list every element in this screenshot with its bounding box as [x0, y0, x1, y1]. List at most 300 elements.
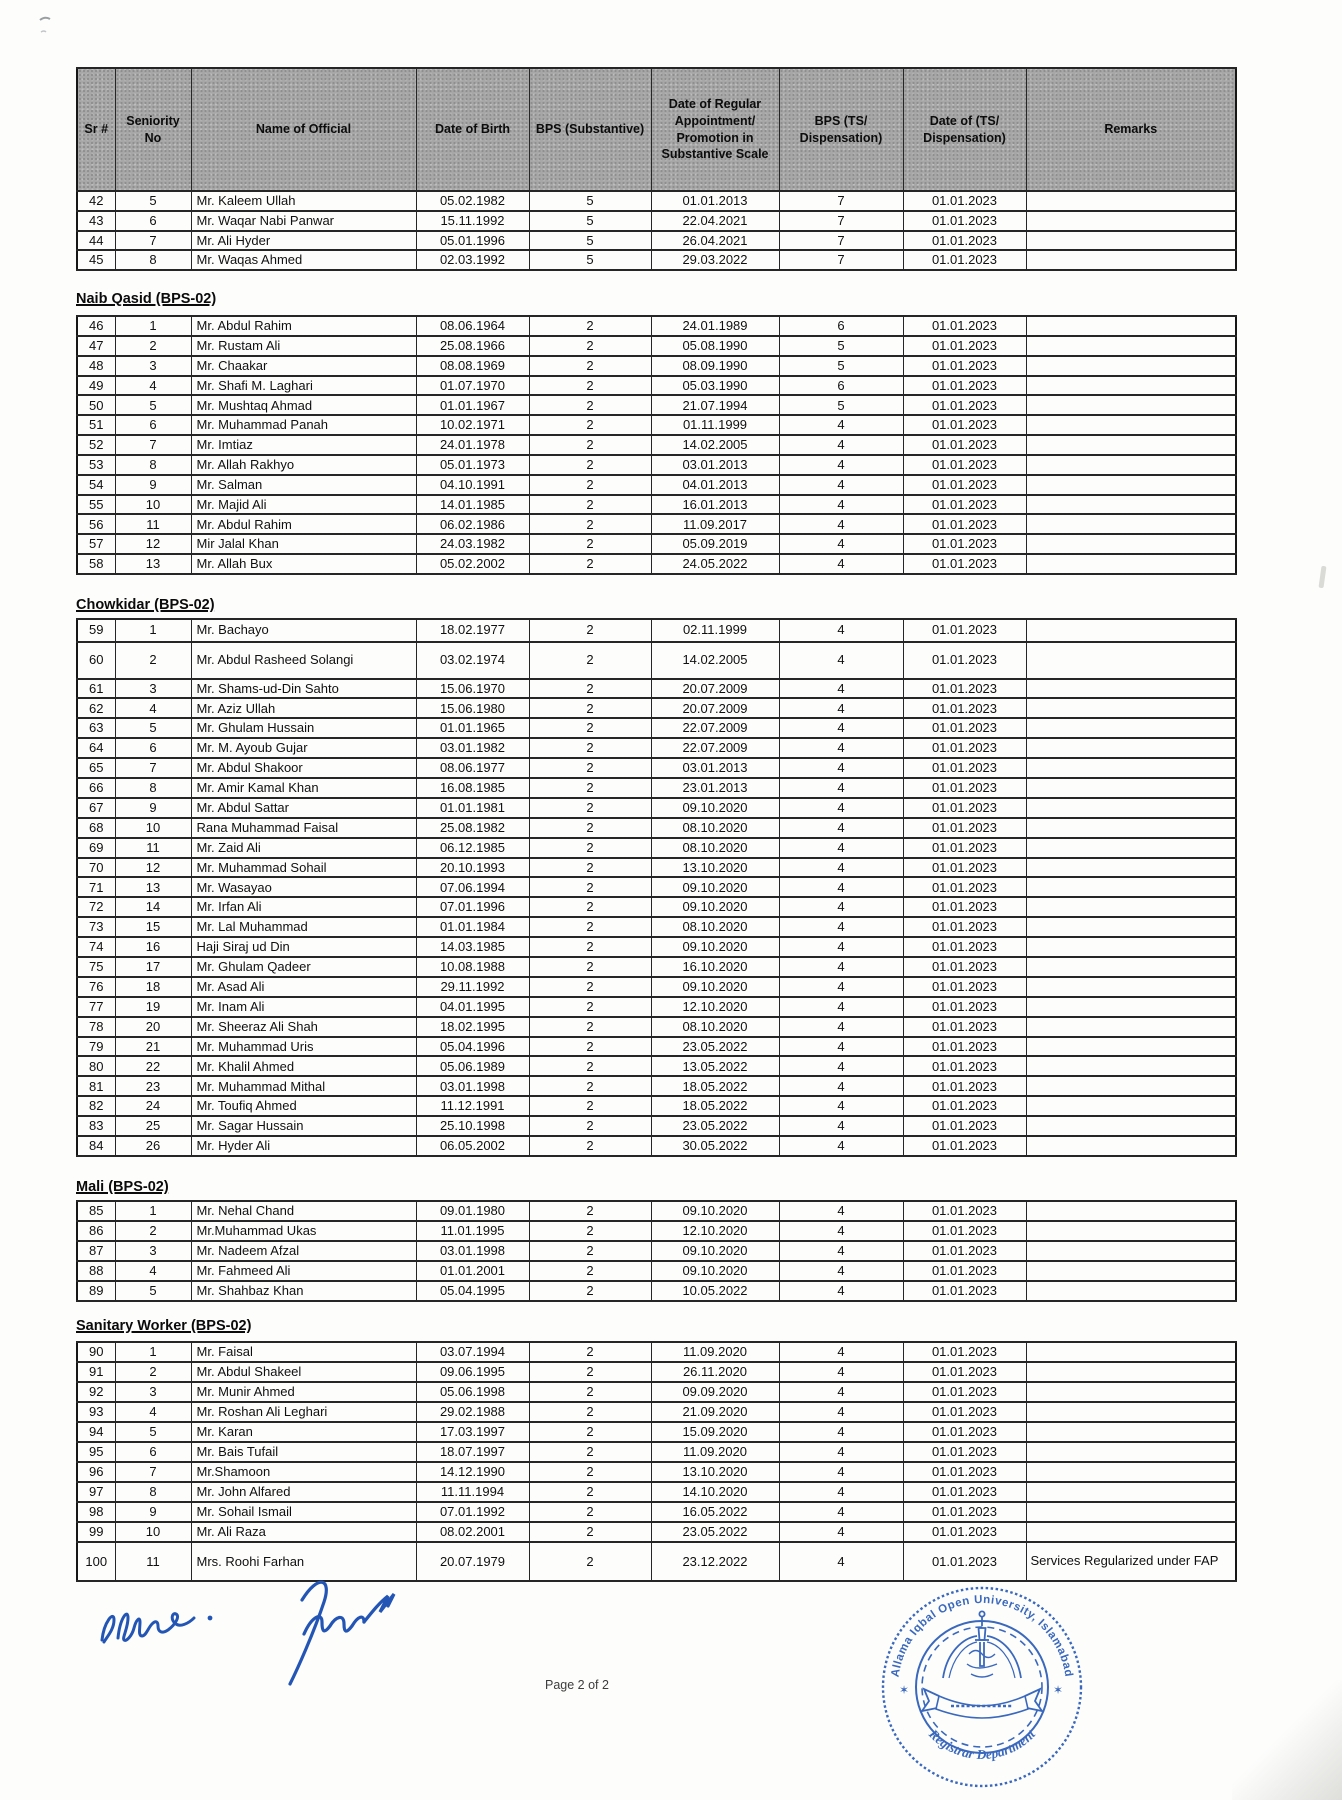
bps-substantive-cell: 5 — [529, 211, 651, 231]
dob-cell: 11.12.1991 — [416, 1096, 529, 1116]
name-cell: Mr. Abdul Sattar — [191, 798, 416, 818]
date-regular-appointment-cell: 09.10.2020 — [651, 1261, 779, 1281]
date-ts-cell: 01.01.2023 — [903, 1482, 1026, 1502]
seniority-cell: 5 — [115, 395, 191, 415]
remarks-cell — [1026, 435, 1236, 455]
date-regular-appointment-cell: 13.05.2022 — [651, 1056, 779, 1076]
remarks-cell — [1026, 1281, 1236, 1301]
university-stamp — [877, 1582, 1087, 1792]
date-ts-cell: 01.01.2023 — [903, 1076, 1026, 1096]
table-section-0 — [76, 67, 1235, 271]
seniority-cell: 8 — [115, 455, 191, 475]
seniority-table-4 — [76, 1341, 1237, 1582]
remarks-cell — [1026, 211, 1236, 231]
remarks-cell — [1026, 1076, 1236, 1096]
seniority-cell: 1 — [115, 1342, 191, 1362]
bps-ts-cell: 4 — [779, 957, 903, 977]
date-regular-appointment-cell: 23.05.2022 — [651, 1116, 779, 1136]
seniority-cell: 7 — [115, 758, 191, 778]
bps-ts-cell: 4 — [779, 1522, 903, 1542]
date-regular-appointment-cell: 23.05.2022 — [651, 1522, 779, 1542]
seniority-cell: 14 — [115, 897, 191, 917]
table-row — [77, 1221, 1236, 1241]
table-row — [77, 554, 1236, 574]
sr-cell: 51 — [77, 415, 115, 435]
name-cell: Mr. Chaakar — [191, 356, 416, 376]
seniority-cell: 23 — [115, 1076, 191, 1096]
remarks-cell — [1026, 534, 1236, 554]
name-cell: Mr. Ghulam Qadeer — [191, 957, 416, 977]
bps-substantive-cell: 2 — [529, 376, 651, 396]
bps-substantive-cell: 2 — [529, 356, 651, 376]
bps-ts-cell: 4 — [779, 877, 903, 897]
sr-cell: 42 — [77, 191, 115, 211]
name-cell: Mr. Muhammad Mithal — [191, 1076, 416, 1096]
bps-substantive-cell: 2 — [529, 1362, 651, 1382]
sr-cell: 53 — [77, 455, 115, 475]
seniority-cell: 2 — [115, 1362, 191, 1382]
remarks-cell — [1026, 619, 1236, 642]
date-ts-cell: 01.01.2023 — [903, 534, 1026, 554]
dob-cell: 07.01.1996 — [416, 897, 529, 917]
bps-substantive-cell: 2 — [529, 1096, 651, 1116]
sr-cell: 68 — [77, 818, 115, 838]
bps-ts-cell: 4 — [779, 1116, 903, 1136]
dob-cell: 11.01.1995 — [416, 1221, 529, 1241]
date-regular-appointment-cell: 14.02.2005 — [651, 435, 779, 455]
scan-mark — [34, 14, 58, 40]
bps-ts-cell: 5 — [779, 395, 903, 415]
date-regular-appointment-cell: 22.07.2009 — [651, 738, 779, 758]
table-row — [77, 415, 1236, 435]
seniority-cell: 1 — [115, 1201, 191, 1221]
seniority-cell: 9 — [115, 475, 191, 495]
seniority-cell: 9 — [115, 1502, 191, 1522]
date-ts-cell: 01.01.2023 — [903, 957, 1026, 977]
table-row — [77, 937, 1236, 957]
date-regular-appointment-cell: 08.10.2020 — [651, 917, 779, 937]
date-ts-cell: 01.01.2023 — [903, 415, 1026, 435]
dob-cell: 20.07.1979 — [416, 1542, 529, 1581]
name-cell: Mr.Muhammad Ukas — [191, 1221, 416, 1241]
date-ts-cell: 01.01.2023 — [903, 395, 1026, 415]
table-row — [77, 1422, 1236, 1442]
bps-ts-cell: 4 — [779, 475, 903, 495]
remarks-cell — [1026, 1522, 1236, 1542]
seniority-cell: 10 — [115, 818, 191, 838]
remarks-cell — [1026, 1502, 1236, 1522]
date-ts-cell: 01.01.2023 — [903, 937, 1026, 957]
date-ts-cell: 01.01.2023 — [903, 917, 1026, 937]
table-row — [77, 642, 1236, 679]
name-cell: Mr. Waqas Ahmed — [191, 250, 416, 270]
bps-ts-cell: 7 — [779, 250, 903, 270]
bps-ts-cell: 4 — [779, 495, 903, 515]
bps-substantive-cell: 2 — [529, 957, 651, 977]
bps-ts-cell: 4 — [779, 1201, 903, 1221]
date-ts-cell: 01.01.2023 — [903, 698, 1026, 718]
table-row — [77, 738, 1236, 758]
name-cell: Mr. Nehal Chand — [191, 1201, 416, 1221]
name-cell: Mr. Lal Muhammad — [191, 917, 416, 937]
seniority-cell: 7 — [115, 231, 191, 251]
remarks-cell — [1026, 798, 1236, 818]
date-regular-appointment-cell: 13.10.2020 — [651, 1462, 779, 1482]
date-regular-appointment-cell: 26.04.2021 — [651, 231, 779, 251]
stamp-top-text: Allama Iqbal Open University, Islamabad — [889, 1593, 1075, 1678]
sr-cell: 72 — [77, 897, 115, 917]
bps-substantive-cell: 2 — [529, 435, 651, 455]
date-regular-appointment-cell: 01.01.2013 — [651, 191, 779, 211]
table-row — [77, 435, 1236, 455]
bps-substantive-cell: 2 — [529, 1261, 651, 1281]
bps-ts-cell: 4 — [779, 858, 903, 878]
table-row — [77, 858, 1236, 878]
date-regular-appointment-cell: 09.10.2020 — [651, 798, 779, 818]
sr-cell: 94 — [77, 1422, 115, 1442]
bps-ts-cell: 4 — [779, 435, 903, 455]
remarks-cell — [1026, 858, 1236, 878]
date-ts-cell: 01.01.2023 — [903, 642, 1026, 679]
dob-cell: 05.01.1996 — [416, 231, 529, 251]
dob-cell: 06.05.2002 — [416, 1136, 529, 1156]
date-regular-appointment-cell: 18.05.2022 — [651, 1096, 779, 1116]
date-regular-appointment-cell: 05.09.2019 — [651, 534, 779, 554]
date-ts-cell: 01.01.2023 — [903, 336, 1026, 356]
table-row — [77, 1362, 1236, 1382]
sr-cell: 46 — [77, 316, 115, 336]
table-row — [77, 376, 1236, 396]
dob-cell: 20.10.1993 — [416, 858, 529, 878]
bps-ts-cell: 4 — [779, 1261, 903, 1281]
sr-cell: 62 — [77, 698, 115, 718]
date-ts-cell: 01.01.2023 — [903, 1522, 1026, 1542]
dob-cell: 15.06.1980 — [416, 698, 529, 718]
seniority-cell: 26 — [115, 1136, 191, 1156]
remarks-cell — [1026, 1402, 1236, 1422]
dob-cell: 05.02.2002 — [416, 554, 529, 574]
seniority-cell: 25 — [115, 1116, 191, 1136]
sr-cell: 84 — [77, 1136, 115, 1156]
dob-cell: 01.01.2001 — [416, 1261, 529, 1281]
date-regular-appointment-cell: 22.07.2009 — [651, 718, 779, 738]
dob-cell: 06.02.1986 — [416, 514, 529, 534]
bps-ts-cell: 4 — [779, 514, 903, 534]
date-ts-cell: 01.01.2023 — [903, 858, 1026, 878]
sr-cell: 100 — [77, 1542, 115, 1581]
date-ts-cell: 01.01.2023 — [903, 231, 1026, 251]
name-cell: Mr. Zaid Ali — [191, 838, 416, 858]
bps-ts-cell: 4 — [779, 1362, 903, 1382]
remarks-cell — [1026, 818, 1236, 838]
sr-cell: 70 — [77, 858, 115, 878]
dob-cell: 14.03.1985 — [416, 937, 529, 957]
table-section-2 — [76, 618, 1235, 1157]
date-regular-appointment-cell: 11.09.2017 — [651, 514, 779, 534]
table-row — [77, 718, 1236, 738]
sr-cell: 83 — [77, 1116, 115, 1136]
table-row — [77, 1442, 1236, 1462]
remarks-cell — [1026, 1482, 1236, 1502]
dob-cell: 09.06.1995 — [416, 1362, 529, 1382]
sr-cell: 81 — [77, 1076, 115, 1096]
seniority-cell: 13 — [115, 554, 191, 574]
date-regular-appointment-cell: 10.05.2022 — [651, 1281, 779, 1301]
remarks-cell — [1026, 977, 1236, 997]
bps-substantive-cell: 2 — [529, 1522, 651, 1542]
bps-ts-cell: 4 — [779, 798, 903, 818]
date-ts-cell: 01.01.2023 — [903, 997, 1026, 1017]
name-cell: Mr. Salman — [191, 475, 416, 495]
seniority-cell: 2 — [115, 1221, 191, 1241]
column-header-date-ts: Date of (TS/ Dispensation) — [903, 68, 1026, 191]
table-row — [77, 1241, 1236, 1261]
dob-cell: 29.11.1992 — [416, 977, 529, 997]
remarks-cell — [1026, 554, 1236, 574]
name-cell: Mr. Ali Raza — [191, 1522, 416, 1542]
remarks-cell — [1026, 495, 1236, 515]
seniority-cell: 16 — [115, 937, 191, 957]
sr-cell: 93 — [77, 1402, 115, 1422]
sr-cell: 73 — [77, 917, 115, 937]
table-row — [77, 1502, 1236, 1522]
dob-cell: 07.06.1994 — [416, 877, 529, 897]
name-cell: Mr. M. Ayoub Gujar — [191, 738, 416, 758]
date-ts-cell: 01.01.2023 — [903, 1362, 1026, 1382]
seniority-cell: 15 — [115, 917, 191, 937]
remarks-cell — [1026, 957, 1236, 977]
name-cell: Mr. Fahmeed Ali — [191, 1261, 416, 1281]
bps-substantive-cell: 2 — [529, 495, 651, 515]
name-cell: Mr. Waqar Nabi Panwar — [191, 211, 416, 231]
date-ts-cell: 01.01.2023 — [903, 818, 1026, 838]
bps-ts-cell: 4 — [779, 1462, 903, 1482]
bps-ts-cell: 4 — [779, 1281, 903, 1301]
date-ts-cell: 01.01.2023 — [903, 1382, 1026, 1402]
date-ts-cell: 01.01.2023 — [903, 1201, 1026, 1221]
dob-cell: 03.07.1994 — [416, 1342, 529, 1362]
name-cell: Mr. Roshan Ali Leghari — [191, 1402, 416, 1422]
sr-cell: 55 — [77, 495, 115, 515]
name-cell: Mr. Sagar Hussain — [191, 1116, 416, 1136]
dob-cell: 03.01.1998 — [416, 1076, 529, 1096]
bps-substantive-cell: 2 — [529, 1201, 651, 1221]
bps-ts-cell: 7 — [779, 191, 903, 211]
bps-ts-cell: 4 — [779, 1382, 903, 1402]
sr-cell: 64 — [77, 738, 115, 758]
table-row — [77, 336, 1236, 356]
sr-cell: 87 — [77, 1241, 115, 1261]
bps-ts-cell: 6 — [779, 376, 903, 396]
name-cell: Mr. Mushtaq Ahmad — [191, 395, 416, 415]
seniority-cell: 11 — [115, 1542, 191, 1581]
date-ts-cell: 01.01.2023 — [903, 619, 1026, 642]
table-row — [77, 1076, 1236, 1096]
bps-ts-cell: 4 — [779, 1221, 903, 1241]
date-regular-appointment-cell: 26.11.2020 — [651, 1362, 779, 1382]
bps-substantive-cell: 2 — [529, 679, 651, 699]
seniority-cell: 4 — [115, 1402, 191, 1422]
bps-substantive-cell: 2 — [529, 897, 651, 917]
name-cell: Mr. Karan — [191, 1422, 416, 1442]
dob-cell: 10.08.1988 — [416, 957, 529, 977]
sr-cell: 78 — [77, 1017, 115, 1037]
remarks-cell — [1026, 1017, 1236, 1037]
seniority-cell: 13 — [115, 877, 191, 897]
date-ts-cell: 01.01.2023 — [903, 778, 1026, 798]
sr-cell: 95 — [77, 1442, 115, 1462]
bps-substantive-cell: 2 — [529, 1017, 651, 1037]
sr-cell: 67 — [77, 798, 115, 818]
bps-substantive-cell: 5 — [529, 250, 651, 270]
seniority-cell: 3 — [115, 356, 191, 376]
bps-substantive-cell: 2 — [529, 798, 651, 818]
bps-substantive-cell: 2 — [529, 619, 651, 642]
date-regular-appointment-cell: 16.10.2020 — [651, 957, 779, 977]
remarks-cell — [1026, 316, 1236, 336]
date-ts-cell: 01.01.2023 — [903, 435, 1026, 455]
date-ts-cell: 01.01.2023 — [903, 738, 1026, 758]
date-regular-appointment-cell: 14.02.2005 — [651, 642, 779, 679]
date-ts-cell: 01.01.2023 — [903, 1422, 1026, 1442]
name-cell: Mr. Abdul Shakoor — [191, 758, 416, 778]
date-ts-cell: 01.01.2023 — [903, 977, 1026, 997]
name-cell: Mr. Allah Bux — [191, 554, 416, 574]
date-regular-appointment-cell: 12.10.2020 — [651, 1221, 779, 1241]
bps-ts-cell: 4 — [779, 1056, 903, 1076]
remarks-cell — [1026, 514, 1236, 534]
sr-cell: 96 — [77, 1462, 115, 1482]
column-header-bps-substantive: BPS (Substantive) — [529, 68, 651, 191]
date-regular-appointment-cell: 23.01.2013 — [651, 778, 779, 798]
dob-cell: 03.01.1982 — [416, 738, 529, 758]
date-regular-appointment-cell: 30.05.2022 — [651, 1136, 779, 1156]
table-row — [77, 818, 1236, 838]
bps-substantive-cell: 5 — [529, 231, 651, 251]
table-row — [77, 1037, 1236, 1057]
remarks-cell — [1026, 1221, 1236, 1241]
date-regular-appointment-cell: 11.09.2020 — [651, 1442, 779, 1462]
bps-ts-cell: 4 — [779, 1076, 903, 1096]
bps-ts-cell: 4 — [779, 554, 903, 574]
sr-cell: 61 — [77, 679, 115, 699]
dob-cell: 05.04.1995 — [416, 1281, 529, 1301]
bps-substantive-cell: 2 — [529, 1281, 651, 1301]
bps-ts-cell: 4 — [779, 1241, 903, 1261]
dob-cell: 07.01.1992 — [416, 1502, 529, 1522]
date-regular-appointment-cell: 01.11.1999 — [651, 415, 779, 435]
date-regular-appointment-cell: 15.09.2020 — [651, 1422, 779, 1442]
name-cell: Mr. Abdul Rasheed Solangi — [191, 642, 416, 679]
column-header-seniority: Seniority No — [115, 68, 191, 191]
date-regular-appointment-cell: 09.10.2020 — [651, 877, 779, 897]
date-regular-appointment-cell: 09.09.2020 — [651, 1382, 779, 1402]
remarks-cell — [1026, 937, 1236, 957]
bps-substantive-cell: 2 — [529, 1422, 651, 1442]
table-row — [77, 1482, 1236, 1502]
name-cell: Mr. Khalil Ahmed — [191, 1056, 416, 1076]
date-ts-cell: 01.01.2023 — [903, 1442, 1026, 1462]
date-regular-appointment-cell: 13.10.2020 — [651, 858, 779, 878]
name-cell: Mr. Irfan Ali — [191, 897, 416, 917]
sr-cell: 45 — [77, 250, 115, 270]
seniority-table-1 — [76, 315, 1237, 575]
bps-ts-cell: 4 — [779, 1037, 903, 1057]
seniority-cell: 1 — [115, 619, 191, 642]
seniority-table-2 — [76, 618, 1237, 1157]
bps-ts-cell: 4 — [779, 1402, 903, 1422]
seniority-cell: 5 — [115, 191, 191, 211]
bps-substantive-cell: 2 — [529, 698, 651, 718]
date-ts-cell: 01.01.2023 — [903, 1241, 1026, 1261]
dob-cell: 18.07.1997 — [416, 1442, 529, 1462]
bps-substantive-cell: 2 — [529, 554, 651, 574]
bps-ts-cell: 7 — [779, 211, 903, 231]
date-ts-cell: 01.01.2023 — [903, 1116, 1026, 1136]
date-regular-appointment-cell: 08.09.1990 — [651, 356, 779, 376]
bps-ts-cell: 6 — [779, 316, 903, 336]
bps-substantive-cell: 5 — [529, 191, 651, 211]
date-ts-cell: 01.01.2023 — [903, 877, 1026, 897]
sr-cell: 49 — [77, 376, 115, 396]
seniority-table-continuation — [76, 67, 1237, 271]
bps-substantive-cell: 2 — [529, 1502, 651, 1522]
bps-ts-cell: 4 — [779, 838, 903, 858]
table-row — [77, 1382, 1236, 1402]
table-row — [77, 1462, 1236, 1482]
remarks-cell — [1026, 1462, 1236, 1482]
handwritten-signature-right — [268, 1572, 418, 1692]
date-regular-appointment-cell: 05.08.1990 — [651, 336, 779, 356]
date-regular-appointment-cell: 20.07.2009 — [651, 698, 779, 718]
sr-cell: 98 — [77, 1502, 115, 1522]
stamp-emblem — [922, 1611, 1042, 1718]
table-row — [77, 316, 1236, 336]
sr-cell: 65 — [77, 758, 115, 778]
date-regular-appointment-cell: 14.10.2020 — [651, 1482, 779, 1502]
seniority-cell: 4 — [115, 698, 191, 718]
remarks-cell — [1026, 250, 1236, 270]
bps-ts-cell: 4 — [779, 1482, 903, 1502]
date-ts-cell: 01.01.2023 — [903, 1462, 1026, 1482]
remarks-cell — [1026, 415, 1236, 435]
date-ts-cell: 01.01.2023 — [903, 475, 1026, 495]
seniority-cell: 3 — [115, 679, 191, 699]
table-row — [77, 1542, 1236, 1581]
dob-cell: 01.01.1984 — [416, 917, 529, 937]
scan-corner-shadow — [1232, 1680, 1342, 1800]
dob-cell: 16.08.1985 — [416, 778, 529, 798]
date-regular-appointment-cell: 03.01.2013 — [651, 455, 779, 475]
seniority-cell: 5 — [115, 718, 191, 738]
seniority-cell: 4 — [115, 1261, 191, 1281]
bps-substantive-cell: 2 — [529, 475, 651, 495]
remarks-cell — [1026, 1422, 1236, 1442]
bps-ts-cell: 4 — [779, 1136, 903, 1156]
bps-substantive-cell: 2 — [529, 336, 651, 356]
sr-cell: 47 — [77, 336, 115, 356]
bps-substantive-cell: 2 — [529, 838, 651, 858]
sr-cell: 50 — [77, 395, 115, 415]
name-cell: Mr. Allah Rakhyo — [191, 455, 416, 475]
bps-ts-cell: 4 — [779, 718, 903, 738]
remarks-cell — [1026, 1362, 1236, 1382]
table-row — [77, 619, 1236, 642]
seniority-cell: 6 — [115, 211, 191, 231]
name-cell: Haji Siraj ud Din — [191, 937, 416, 957]
bps-substantive-cell: 2 — [529, 534, 651, 554]
table-row — [77, 1402, 1236, 1422]
